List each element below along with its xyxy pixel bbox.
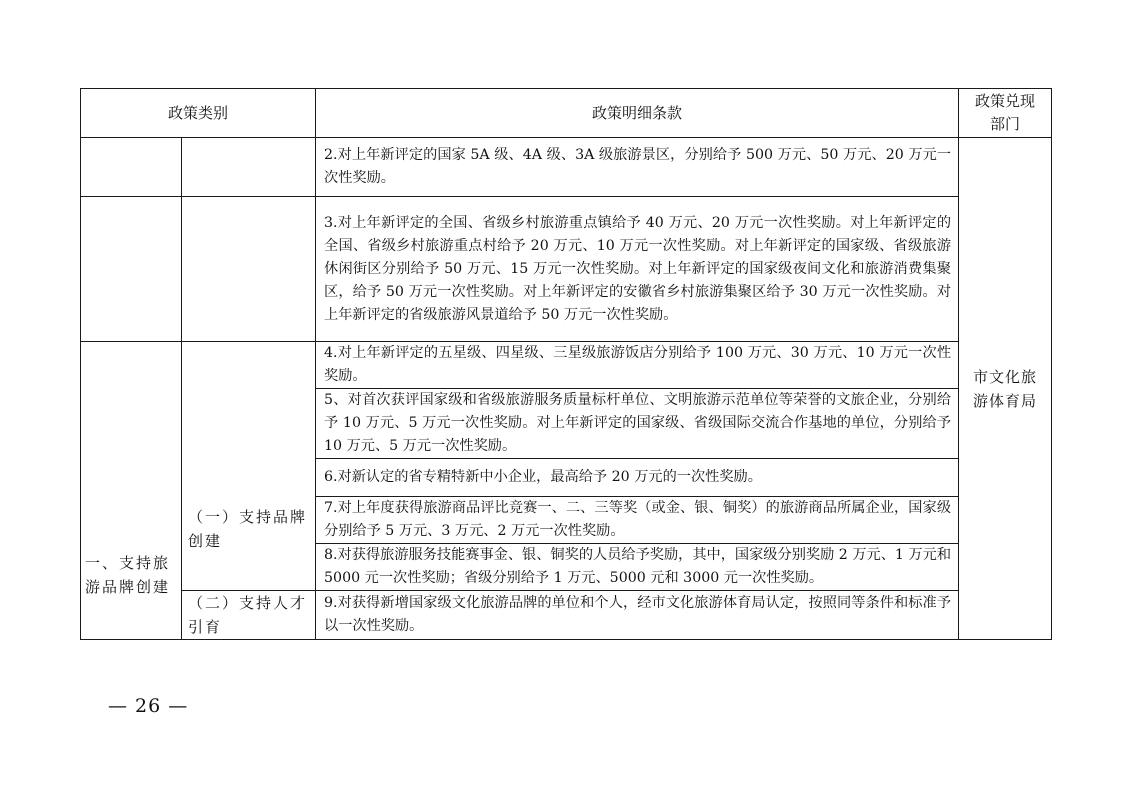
clause-6: 6.对新认定的省专精特新中小企业，最高给予 20 万元的一次性奖励。 [316, 459, 959, 497]
clause-2: 2.对上年新评定的国家 5A 级、4A 级、3A 级旅游景区，分别给予 500 万元、50 万元、20 万元一次性奖励。 [316, 138, 959, 197]
empty-category-cell [81, 197, 182, 342]
clause-8: 8.对获得旅游服务技能赛事金、银、铜奖的人员给予奖励，其中，国家级分别奖励 2 万元、1 万元和 5000 元一次性奖励；省级分别给予 1 万元、5000 元和 3000 元一次性奖励。 [316, 544, 959, 591]
empty-subcategory-cell [182, 197, 316, 342]
table-row [81, 197, 1052, 342]
header-policy-category: 政策类别 [81, 89, 316, 138]
clause-3: 3.对上年新评定的全国、省级乡村旅游重点镇给予 40 万元、20 万元一次性奖励。对上年新评定的全国、省级乡村旅游重点村给予 20 万元、10 万元一次性奖励。对上年新评定的国家级、省级旅游休闲街区分别给予 50 万元、15 万元一次性奖励。对上年新评定的国家级夜间文化和旅游消费集聚区，给予 50 万元一次性奖励。对上年新评定的安徽省乡村旅游集聚区给予 30 万元一次性奖励。对上年新评定的省级旅游风景道给予 50 万元一次性奖励。 [316, 197, 959, 342]
subcategory-talent: （二）支持人才引育 [182, 591, 316, 640]
empty-category-cell [81, 138, 182, 197]
table-row [81, 342, 1052, 389]
department-cell: 市文化旅游体育局 [959, 138, 1052, 640]
table-header-row [81, 89, 1052, 138]
policy-table [80, 88, 1052, 640]
clause-4: 4.对上年新评定的五星级、四星级、三星级旅游饭店分别给予 100 万元、30 万元、10 万元一次性奖励。 [316, 342, 959, 389]
subcategory-brand-creation: （一）支持品牌创建 [182, 342, 316, 591]
header-policy-clauses: 政策明细条款 [316, 89, 959, 138]
empty-subcategory-cell [182, 138, 316, 197]
table-row [81, 138, 1052, 197]
page-number: — 26 — [108, 695, 189, 717]
table-row [81, 591, 1052, 640]
clause-5: 5、对首次获评国家级和省级旅游服务质量标杆单位、文明旅游示范单位等荣誉的文旅企业，分别给予 10 万元、5 万元一次性奖励。对上年新评定的国家级、省级国际交流合作基地的单位，分别给予 10 万元、5 万元一次性奖励。 [316, 389, 959, 459]
category-brand-creation: 一、支持旅游品牌创建 [81, 342, 182, 640]
clause-7: 7.对上年度获得旅游商品评比竞赛一、二、三等奖（或金、银、铜奖）的旅游商品所属企业，国家级分别给予 5 万元、3 万元、2 万元一次性奖励。 [316, 497, 959, 544]
header-department: 政策兑现部门 [959, 89, 1052, 138]
clause-9: 9.对获得新增国家级文化旅游品牌的单位和个人，经市文化旅游体育局认定，按照同等条件和标准予以一次性奖励。 [316, 591, 959, 640]
